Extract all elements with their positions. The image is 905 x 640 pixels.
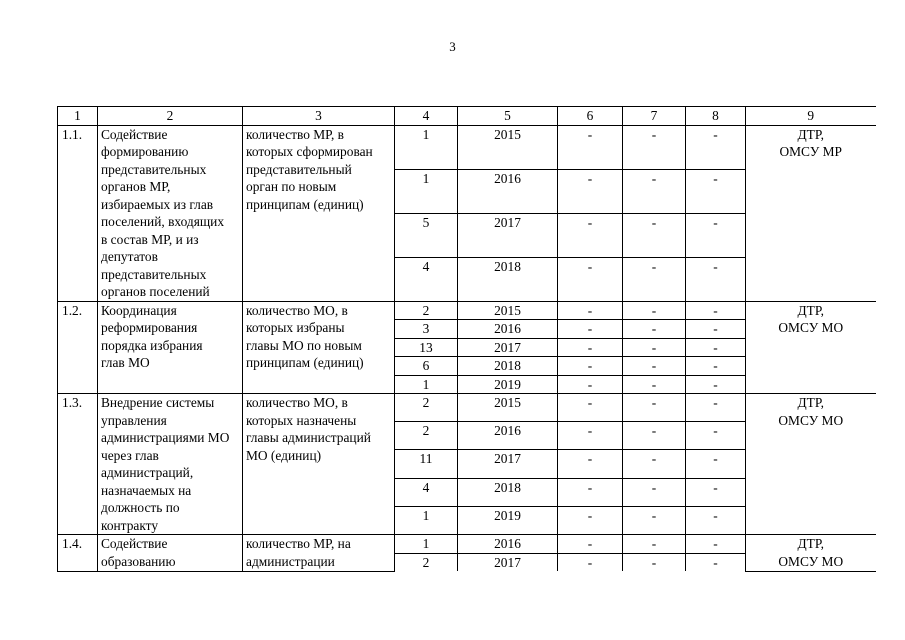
col8-cell: - <box>686 213 746 257</box>
col6-cell: - <box>558 506 623 534</box>
activity-text-line: органов МР, <box>101 179 171 194</box>
year-cell: 2019 <box>458 506 558 534</box>
activity-text-line: органов поселений <box>101 284 210 299</box>
activity-text-line: Внедрение системы <box>101 395 215 410</box>
col6-cell: - <box>558 357 623 376</box>
responsible-text-line: ОМСУ МО <box>778 320 844 335</box>
activity-text-line: управления <box>101 412 167 428</box>
col7-cell: - <box>623 506 686 534</box>
year-cell: 2015 <box>458 125 558 169</box>
activity-text-line: поселений, входящих <box>101 214 225 229</box>
header-cell-1: 1 <box>58 107 98 126</box>
col6-cell: - <box>558 450 623 478</box>
item-number: 1.2. <box>58 301 98 394</box>
col7-cell: - <box>623 301 686 320</box>
indicator-text-line: количество МО, в <box>246 302 348 318</box>
col6-cell: - <box>558 320 623 339</box>
year-cell: 2017 <box>458 450 558 478</box>
value-cell: 6 <box>395 357 458 376</box>
activity-text-line: глав МО <box>101 355 150 370</box>
col7-cell: - <box>623 375 686 394</box>
value-cell: 1 <box>395 535 458 554</box>
col7-cell: - <box>623 169 686 213</box>
responsible-text-line: ОМСУ МО <box>778 553 844 569</box>
year-cell: 2015 <box>458 301 558 320</box>
page-number: 3 <box>449 39 456 54</box>
col6-cell: - <box>558 535 623 554</box>
value-cell: 11 <box>395 450 458 478</box>
indicator-text-line: количество МР, на <box>246 536 351 551</box>
value-cell: 1 <box>395 506 458 534</box>
item-number: 1.4. <box>58 535 98 572</box>
header-cell-4: 4 <box>395 107 458 126</box>
col6-cell: - <box>558 257 623 301</box>
header-cell-8: 8 <box>686 107 746 126</box>
value-cell: 2 <box>395 553 458 571</box>
header-cell-7: 7 <box>623 107 686 126</box>
col8-cell: - <box>686 553 746 571</box>
col8-cell: - <box>686 169 746 213</box>
activity-text-line: избираемых из глав <box>101 196 214 212</box>
activity-text-line: администрациями МО <box>101 430 230 445</box>
activity-text <box>98 125 243 301</box>
year-cell: 2018 <box>458 357 558 376</box>
header-cell-9: 9 <box>746 107 876 126</box>
activity-text <box>98 394 243 535</box>
col8-cell: - <box>686 506 746 534</box>
indicator-text <box>243 301 395 394</box>
col8-cell: - <box>686 320 746 339</box>
col6-cell: - <box>558 213 623 257</box>
col8-cell: - <box>686 338 746 357</box>
activity-text-line: должность по <box>101 500 180 515</box>
col6-cell: - <box>558 169 623 213</box>
responsible-text-line: ДТР, <box>797 126 824 142</box>
col6-cell: - <box>558 125 623 169</box>
indicator-text-line: количество МО, в <box>246 395 348 410</box>
header-cell-2: 2 <box>98 107 243 126</box>
value-cell: 2 <box>395 301 458 320</box>
indicator-text-line: количество МР, в <box>246 126 344 142</box>
col8-cell: - <box>686 125 746 169</box>
value-cell: 1 <box>395 169 458 213</box>
year-cell: 2015 <box>458 394 558 422</box>
header-cell-3: 3 <box>243 107 395 126</box>
col7-cell: - <box>623 257 686 301</box>
indicator-text-line: принципам (единиц) <box>246 355 364 370</box>
activity-text-line: администраций, <box>101 465 194 480</box>
col8-cell: - <box>686 535 746 554</box>
activity-text-line: формированию <box>101 144 189 159</box>
col7-cell: - <box>623 422 686 450</box>
indicator-text-line: представительный <box>246 161 352 177</box>
table-row <box>58 301 876 320</box>
value-cell: 2 <box>395 422 458 450</box>
year-cell: 2017 <box>458 338 558 357</box>
item-number: 1.3. <box>58 394 98 535</box>
value-cell: 5 <box>395 213 458 257</box>
activity-text-line: представительных <box>101 161 207 177</box>
year-cell: 2017 <box>458 213 558 257</box>
header-row <box>58 107 876 126</box>
responsible-text-line: ОМСУ МР <box>779 144 842 159</box>
col8-cell: - <box>686 375 746 394</box>
activity-text-line: образованию <box>101 553 176 569</box>
col6-cell: - <box>558 375 623 394</box>
col8-cell: - <box>686 357 746 376</box>
value-cell: 1 <box>395 375 458 394</box>
responsible-text-line: ДТР, <box>797 302 824 318</box>
year-cell: 2017 <box>458 553 558 571</box>
activity-text-line: Координация <box>101 302 177 318</box>
col7-cell: - <box>623 553 686 571</box>
item-number: 1.1. <box>58 125 98 301</box>
responsible-text <box>746 535 876 572</box>
year-cell: 2016 <box>458 320 558 339</box>
indicator-text <box>243 394 395 535</box>
col8-cell: - <box>686 422 746 450</box>
indicator-text-line: которых сформирован <box>246 144 373 159</box>
col7-cell: - <box>623 320 686 339</box>
activity-text-line: через глав <box>101 447 159 463</box>
responsible-text-line: ОМСУ МО <box>778 412 844 428</box>
indicator-text-line: администрации <box>246 553 335 569</box>
indicator-text-line: главы МО по новым <box>246 337 362 353</box>
indicator-text-line: принципам (единиц) <box>246 196 364 212</box>
responsible-text <box>746 301 876 394</box>
activity-text <box>98 535 243 572</box>
col7-cell: - <box>623 125 686 169</box>
col8-cell: - <box>686 257 746 301</box>
activity-text-line: контракту <box>101 517 159 533</box>
year-cell: 2016 <box>458 422 558 450</box>
year-cell: 2016 <box>458 169 558 213</box>
program-table <box>57 106 876 572</box>
year-cell: 2019 <box>458 375 558 394</box>
value-cell: 4 <box>395 257 458 301</box>
indicator-text-line: орган по новым <box>246 179 337 194</box>
header-cell-6: 6 <box>558 107 623 126</box>
value-cell: 3 <box>395 320 458 339</box>
indicator-text <box>243 535 395 572</box>
year-cell: 2018 <box>458 478 558 506</box>
col8-cell: - <box>686 394 746 422</box>
indicator-text-line: которых назначены <box>246 412 357 428</box>
year-cell: 2016 <box>458 535 558 554</box>
col6-cell: - <box>558 338 623 357</box>
col6-cell: - <box>558 394 623 422</box>
table-row <box>58 125 876 169</box>
indicator-text-line: главы администраций <box>246 430 371 445</box>
col6-cell: - <box>558 553 623 571</box>
col8-cell: - <box>686 478 746 506</box>
col8-cell: - <box>686 301 746 320</box>
col7-cell: - <box>623 535 686 554</box>
responsible-text-line: ДТР, <box>797 395 824 410</box>
responsible-text <box>746 125 876 301</box>
col6-cell: - <box>558 301 623 320</box>
activity-text-line: в состав МР, и из <box>101 231 199 247</box>
activity-text-line: назначаемых на <box>101 482 192 498</box>
col7-cell: - <box>623 338 686 357</box>
table-row <box>58 394 876 422</box>
value-cell: 1 <box>395 125 458 169</box>
col6-cell: - <box>558 422 623 450</box>
activity-text-line: реформирования <box>101 320 198 335</box>
indicator-text-line: которых избраны <box>246 320 345 335</box>
activity-text-line: Содействие <box>101 126 168 142</box>
col7-cell: - <box>623 213 686 257</box>
col6-cell: - <box>558 478 623 506</box>
activity-text-line: представительных <box>101 266 207 282</box>
responsible-text-line: ДТР, <box>797 536 824 551</box>
indicator-text-line: МО (единиц) <box>246 447 322 463</box>
col7-cell: - <box>623 394 686 422</box>
value-cell: 4 <box>395 478 458 506</box>
value-cell: 13 <box>395 338 458 357</box>
col7-cell: - <box>623 450 686 478</box>
col8-cell: - <box>686 450 746 478</box>
col7-cell: - <box>623 357 686 376</box>
col7-cell: - <box>623 478 686 506</box>
responsible-text <box>746 394 876 535</box>
value-cell: 2 <box>395 394 458 422</box>
year-cell: 2018 <box>458 257 558 301</box>
activity-text <box>98 301 243 394</box>
indicator-text <box>243 125 395 301</box>
header-cell-5: 5 <box>458 107 558 126</box>
table-row <box>58 535 876 554</box>
activity-text-line: Содействие <box>101 536 168 551</box>
activity-text-line: порядка избрания <box>101 337 203 353</box>
activity-text-line: депутатов <box>101 249 158 264</box>
